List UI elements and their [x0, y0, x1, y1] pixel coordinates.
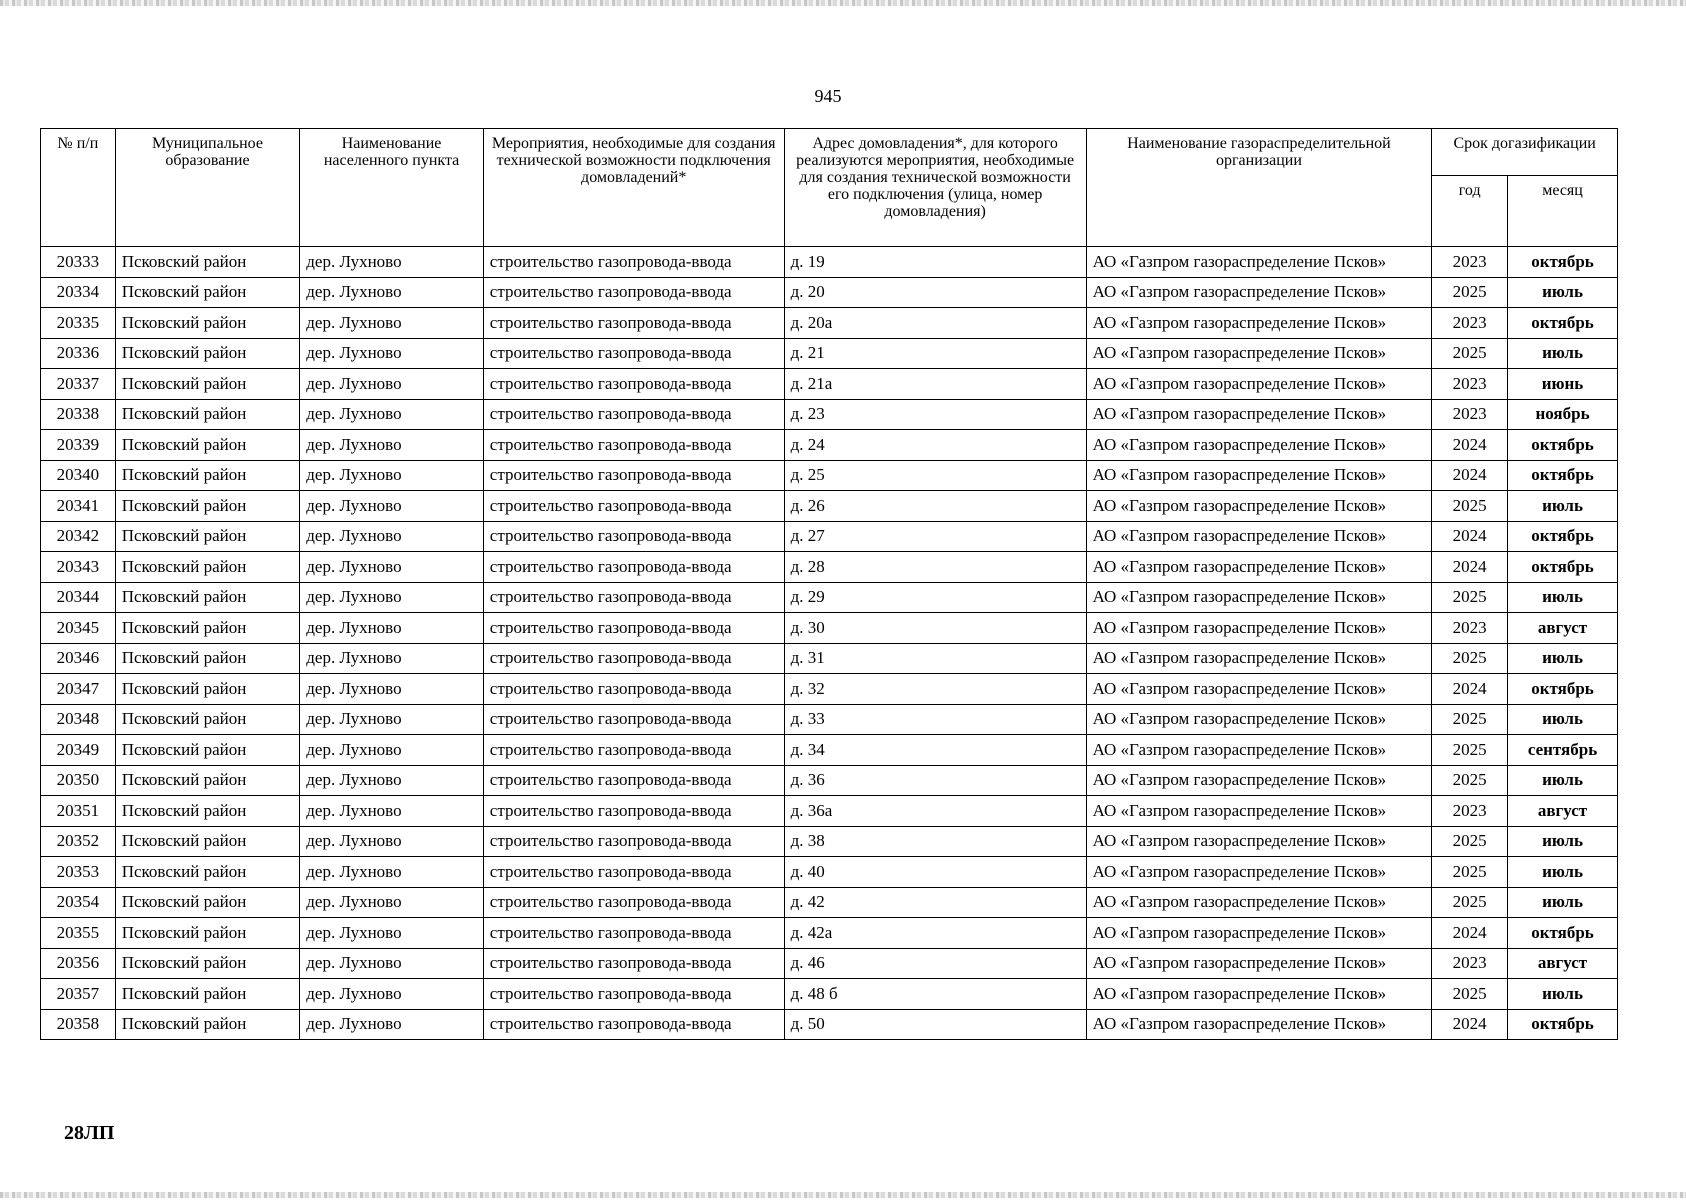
cell-address: д. 32: [784, 674, 1086, 705]
cell-address: д. 33: [784, 704, 1086, 735]
cell-measure: строительство газопровода-ввода: [483, 247, 784, 278]
table-row: [41, 948, 1618, 979]
cell-year: 2024: [1432, 674, 1508, 705]
cell-settlement: дер. Лухново: [300, 491, 484, 522]
cell-month: июль: [1508, 491, 1618, 522]
cell-organization: АО «Газпром газораспределение Псков»: [1086, 430, 1432, 461]
cell-num: 20350: [41, 765, 116, 796]
cell-organization: АО «Газпром газораспределение Псков»: [1086, 247, 1432, 278]
cell-year: 2023: [1432, 796, 1508, 827]
cell-municipality: Псковский район: [115, 948, 300, 979]
cell-settlement: дер. Лухново: [300, 826, 484, 857]
cell-year: 2025: [1432, 704, 1508, 735]
cell-num: 20348: [41, 704, 116, 735]
cell-num: 20346: [41, 643, 116, 674]
header-measures: Мероприятия, необходимые для создания технической возможности подключения домовладений*: [483, 129, 784, 247]
table-row: [41, 613, 1618, 644]
table-row: [41, 369, 1618, 400]
cell-municipality: Псковский район: [115, 979, 300, 1010]
cell-address: д. 36а: [784, 796, 1086, 827]
cell-measure: строительство газопровода-ввода: [483, 613, 784, 644]
cell-municipality: Псковский район: [115, 491, 300, 522]
cell-measure: строительство газопровода-ввода: [483, 399, 784, 430]
cell-month: август: [1508, 948, 1618, 979]
cell-municipality: Псковский район: [115, 735, 300, 766]
table-row: [41, 735, 1618, 766]
cell-organization: АО «Газпром газораспределение Псков»: [1086, 369, 1432, 400]
cell-settlement: дер. Лухново: [300, 857, 484, 888]
cell-month: июль: [1508, 887, 1618, 918]
cell-month: ноябрь: [1508, 399, 1618, 430]
cell-year: 2025: [1432, 277, 1508, 308]
cell-settlement: дер. Лухново: [300, 674, 484, 705]
cell-municipality: Псковский район: [115, 1009, 300, 1040]
cell-organization: АО «Газпром газораспределение Псков»: [1086, 643, 1432, 674]
gasification-table: [40, 128, 1618, 1040]
cell-organization: АО «Газпром газораспределение Псков»: [1086, 857, 1432, 888]
table-row: [41, 765, 1618, 796]
scan-edge-bottom: [0, 1192, 1686, 1198]
cell-settlement: дер. Лухново: [300, 765, 484, 796]
cell-month: июль: [1508, 979, 1618, 1010]
cell-address: д. 26: [784, 491, 1086, 522]
scan-edge-top: [0, 0, 1686, 6]
header-municipality: Муниципальное образование: [115, 129, 300, 247]
cell-month: июль: [1508, 857, 1618, 888]
cell-organization: АО «Газпром газораспределение Псков»: [1086, 948, 1432, 979]
cell-measure: строительство газопровода-ввода: [483, 979, 784, 1010]
cell-organization: АО «Газпром газораспределение Псков»: [1086, 979, 1432, 1010]
cell-month: июль: [1508, 643, 1618, 674]
cell-municipality: Псковский район: [115, 430, 300, 461]
cell-month: июль: [1508, 765, 1618, 796]
cell-settlement: дер. Лухново: [300, 613, 484, 644]
cell-address: д. 29: [784, 582, 1086, 613]
header-deadline: Срок догазификации: [1432, 129, 1618, 176]
cell-municipality: Псковский район: [115, 765, 300, 796]
cell-address: д. 34: [784, 735, 1086, 766]
cell-address: д. 25: [784, 460, 1086, 491]
cell-address: д. 21а: [784, 369, 1086, 400]
cell-measure: строительство газопровода-ввода: [483, 796, 784, 827]
cell-organization: АО «Газпром газораспределение Псков»: [1086, 460, 1432, 491]
cell-num: 20338: [41, 399, 116, 430]
cell-municipality: Псковский район: [115, 643, 300, 674]
header-year: год: [1432, 176, 1508, 247]
cell-num: 20353: [41, 857, 116, 888]
table-row: [41, 796, 1618, 827]
cell-organization: АО «Газпром газораспределение Псков»: [1086, 308, 1432, 339]
cell-settlement: дер. Лухново: [300, 948, 484, 979]
cell-measure: строительство газопровода-ввода: [483, 643, 784, 674]
table-row: [41, 399, 1618, 430]
cell-municipality: Псковский район: [115, 247, 300, 278]
cell-measure: строительство газопровода-ввода: [483, 765, 784, 796]
cell-year: 2023: [1432, 369, 1508, 400]
cell-settlement: дер. Лухново: [300, 399, 484, 430]
table-row: [41, 521, 1618, 552]
cell-month: июль: [1508, 338, 1618, 369]
cell-organization: АО «Газпром газораспределение Псков»: [1086, 826, 1432, 857]
cell-municipality: Псковский район: [115, 674, 300, 705]
header-month: месяц: [1508, 176, 1618, 247]
table-row: [41, 582, 1618, 613]
cell-year: 2023: [1432, 399, 1508, 430]
cell-settlement: дер. Лухново: [300, 582, 484, 613]
cell-month: август: [1508, 613, 1618, 644]
cell-month: июнь: [1508, 369, 1618, 400]
cell-address: д. 21: [784, 338, 1086, 369]
cell-address: д. 36: [784, 765, 1086, 796]
cell-year: 2025: [1432, 643, 1508, 674]
cell-settlement: дер. Лухново: [300, 308, 484, 339]
cell-num: 20337: [41, 369, 116, 400]
cell-address: д. 27: [784, 521, 1086, 552]
cell-year: 2024: [1432, 521, 1508, 552]
cell-month: август: [1508, 796, 1618, 827]
cell-settlement: дер. Лухново: [300, 338, 484, 369]
cell-year: 2024: [1432, 918, 1508, 949]
cell-organization: АО «Газпром газораспределение Псков»: [1086, 399, 1432, 430]
cell-year: 2025: [1432, 979, 1508, 1010]
cell-num: 20358: [41, 1009, 116, 1040]
cell-municipality: Псковский район: [115, 521, 300, 552]
table-row: [41, 643, 1618, 674]
cell-address: д. 28: [784, 552, 1086, 583]
cell-municipality: Псковский район: [115, 369, 300, 400]
cell-organization: АО «Газпром газораспределение Псков»: [1086, 704, 1432, 735]
cell-num: 20357: [41, 979, 116, 1010]
header-num: № п/п: [41, 129, 116, 247]
cell-settlement: дер. Лухново: [300, 247, 484, 278]
cell-address: д. 46: [784, 948, 1086, 979]
cell-organization: АО «Газпром газораспределение Псков»: [1086, 887, 1432, 918]
cell-municipality: Псковский район: [115, 460, 300, 491]
cell-measure: строительство газопровода-ввода: [483, 277, 784, 308]
table-body: [41, 247, 1618, 1040]
cell-settlement: дер. Лухново: [300, 704, 484, 735]
cell-organization: АО «Газпром газораспределение Псков»: [1086, 1009, 1432, 1040]
cell-num: 20349: [41, 735, 116, 766]
cell-organization: АО «Газпром газораспределение Псков»: [1086, 796, 1432, 827]
cell-measure: строительство газопровода-ввода: [483, 704, 784, 735]
cell-address: д. 19: [784, 247, 1086, 278]
cell-year: 2025: [1432, 887, 1508, 918]
cell-month: октябрь: [1508, 1009, 1618, 1040]
cell-settlement: дер. Лухново: [300, 460, 484, 491]
cell-year: 2025: [1432, 338, 1508, 369]
cell-measure: строительство газопровода-ввода: [483, 430, 784, 461]
cell-year: 2025: [1432, 735, 1508, 766]
cell-measure: строительство газопровода-ввода: [483, 735, 784, 766]
cell-num: 20342: [41, 521, 116, 552]
cell-num: 20336: [41, 338, 116, 369]
footer-code: 28ЛП: [64, 1122, 115, 1144]
table-row: [41, 338, 1618, 369]
cell-organization: АО «Газпром газораспределение Псков»: [1086, 277, 1432, 308]
cell-municipality: Псковский район: [115, 857, 300, 888]
header-settlement: Наименование населенного пункта: [300, 129, 484, 247]
cell-organization: АО «Газпром газораспределение Псков»: [1086, 338, 1432, 369]
cell-num: 20343: [41, 552, 116, 583]
cell-organization: АО «Газпром газораспределение Псков»: [1086, 918, 1432, 949]
cell-month: июль: [1508, 277, 1618, 308]
header-address: Адрес домовладения*, для которого реализуются мероприятия, необходимые для создания технической возможности его подключения (улица, номер домовладения): [784, 129, 1086, 247]
cell-measure: строительство газопровода-ввода: [483, 674, 784, 705]
cell-organization: АО «Газпром газораспределение Псков»: [1086, 735, 1432, 766]
cell-num: 20335: [41, 308, 116, 339]
cell-month: октябрь: [1508, 430, 1618, 461]
cell-month: октябрь: [1508, 674, 1618, 705]
cell-year: 2024: [1432, 430, 1508, 461]
cell-year: 2025: [1432, 857, 1508, 888]
cell-measure: строительство газопровода-ввода: [483, 582, 784, 613]
cell-address: д. 38: [784, 826, 1086, 857]
cell-organization: АО «Газпром газораспределение Псков»: [1086, 765, 1432, 796]
cell-settlement: дер. Лухново: [300, 735, 484, 766]
cell-organization: АО «Газпром газораспределение Псков»: [1086, 552, 1432, 583]
cell-month: октябрь: [1508, 460, 1618, 491]
cell-municipality: Псковский район: [115, 308, 300, 339]
cell-address: д. 40: [784, 857, 1086, 888]
cell-organization: АО «Газпром газораспределение Псков»: [1086, 674, 1432, 705]
cell-month: июль: [1508, 582, 1618, 613]
cell-year: 2025: [1432, 491, 1508, 522]
table-row: [41, 552, 1618, 583]
cell-num: 20339: [41, 430, 116, 461]
cell-address: д. 20а: [784, 308, 1086, 339]
cell-measure: строительство газопровода-ввода: [483, 826, 784, 857]
cell-organization: АО «Газпром газораспределение Псков»: [1086, 521, 1432, 552]
header-organization: Наименование газораспределительной организации: [1086, 129, 1432, 247]
cell-measure: строительство газопровода-ввода: [483, 948, 784, 979]
table-row: [41, 887, 1618, 918]
table-row: [41, 277, 1618, 308]
cell-month: сентябрь: [1508, 735, 1618, 766]
cell-num: 20345: [41, 613, 116, 644]
cell-settlement: дер. Лухново: [300, 979, 484, 1010]
cell-settlement: дер. Лухново: [300, 643, 484, 674]
cell-organization: АО «Газпром газораспределение Псков»: [1086, 613, 1432, 644]
cell-address: д. 50: [784, 1009, 1086, 1040]
cell-organization: АО «Газпром газораспределение Псков»: [1086, 491, 1432, 522]
cell-measure: строительство газопровода-ввода: [483, 1009, 784, 1040]
cell-year: 2025: [1432, 765, 1508, 796]
cell-municipality: Псковский район: [115, 338, 300, 369]
cell-month: октябрь: [1508, 918, 1618, 949]
table-row: [41, 704, 1618, 735]
cell-year: 2024: [1432, 460, 1508, 491]
cell-address: д. 24: [784, 430, 1086, 461]
cell-settlement: дер. Лухново: [300, 918, 484, 949]
table-row: [41, 857, 1618, 888]
cell-municipality: Псковский район: [115, 704, 300, 735]
cell-num: 20347: [41, 674, 116, 705]
cell-year: 2023: [1432, 247, 1508, 278]
cell-num: 20344: [41, 582, 116, 613]
cell-month: октябрь: [1508, 308, 1618, 339]
cell-municipality: Псковский район: [115, 796, 300, 827]
cell-address: д. 42а: [784, 918, 1086, 949]
cell-month: октябрь: [1508, 552, 1618, 583]
cell-num: 20354: [41, 887, 116, 918]
table-row: [41, 918, 1618, 949]
table-row: [41, 826, 1618, 857]
cell-settlement: дер. Лухново: [300, 521, 484, 552]
cell-year: 2025: [1432, 826, 1508, 857]
cell-municipality: Псковский район: [115, 826, 300, 857]
cell-municipality: Псковский район: [115, 887, 300, 918]
table-row: [41, 308, 1618, 339]
page-number: 945: [814, 86, 842, 106]
cell-address: д. 20: [784, 277, 1086, 308]
cell-municipality: Псковский район: [115, 277, 300, 308]
cell-address: д. 31: [784, 643, 1086, 674]
cell-year: 2023: [1432, 948, 1508, 979]
cell-num: 20352: [41, 826, 116, 857]
cell-address: д. 42: [784, 887, 1086, 918]
table-row: [41, 247, 1618, 278]
cell-settlement: дер. Лухново: [300, 277, 484, 308]
cell-municipality: Псковский район: [115, 552, 300, 583]
cell-measure: строительство газопровода-ввода: [483, 887, 784, 918]
cell-municipality: Псковский район: [115, 399, 300, 430]
cell-year: 2025: [1432, 582, 1508, 613]
cell-municipality: Псковский район: [115, 613, 300, 644]
cell-address: д. 48 б: [784, 979, 1086, 1010]
cell-settlement: дер. Лухново: [300, 1009, 484, 1040]
cell-num: 20333: [41, 247, 116, 278]
table-row: [41, 491, 1618, 522]
cell-settlement: дер. Лухново: [300, 552, 484, 583]
cell-measure: строительство газопровода-ввода: [483, 918, 784, 949]
cell-year: 2024: [1432, 1009, 1508, 1040]
cell-address: д. 23: [784, 399, 1086, 430]
cell-address: д. 30: [784, 613, 1086, 644]
cell-num: 20340: [41, 460, 116, 491]
cell-num: 20355: [41, 918, 116, 949]
cell-municipality: Псковский район: [115, 582, 300, 613]
cell-year: 2024: [1432, 552, 1508, 583]
cell-settlement: дер. Лухново: [300, 369, 484, 400]
cell-organization: АО «Газпром газораспределение Псков»: [1086, 582, 1432, 613]
cell-measure: строительство газопровода-ввода: [483, 491, 784, 522]
cell-measure: строительство газопровода-ввода: [483, 460, 784, 491]
cell-measure: строительство газопровода-ввода: [483, 521, 784, 552]
cell-measure: строительство газопровода-ввода: [483, 369, 784, 400]
cell-settlement: дер. Лухново: [300, 430, 484, 461]
cell-settlement: дер. Лухново: [300, 796, 484, 827]
cell-num: 20334: [41, 277, 116, 308]
cell-measure: строительство газопровода-ввода: [483, 308, 784, 339]
cell-month: июль: [1508, 704, 1618, 735]
cell-measure: строительство газопровода-ввода: [483, 338, 784, 369]
table-row: [41, 430, 1618, 461]
cell-measure: строительство газопровода-ввода: [483, 552, 784, 583]
cell-year: 2023: [1432, 613, 1508, 644]
cell-measure: строительство газопровода-ввода: [483, 857, 784, 888]
cell-month: октябрь: [1508, 247, 1618, 278]
table-row: [41, 460, 1618, 491]
cell-municipality: Псковский район: [115, 918, 300, 949]
cell-num: 20341: [41, 491, 116, 522]
cell-month: июль: [1508, 826, 1618, 857]
cell-num: 20356: [41, 948, 116, 979]
table-row: [41, 1009, 1618, 1040]
table-row: [41, 979, 1618, 1010]
cell-year: 2023: [1432, 308, 1508, 339]
cell-month: октябрь: [1508, 521, 1618, 552]
cell-num: 20351: [41, 796, 116, 827]
table-row: [41, 674, 1618, 705]
cell-settlement: дер. Лухново: [300, 887, 484, 918]
